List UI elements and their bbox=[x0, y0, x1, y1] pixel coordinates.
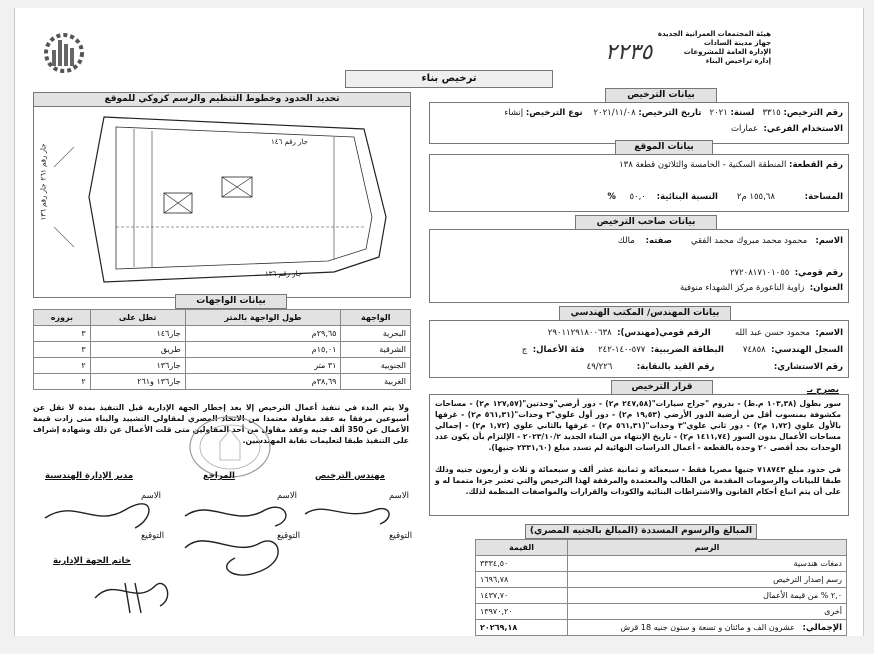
authority-line: إدارة تراخيص البناء bbox=[705, 57, 771, 65]
sig-sign-label: التوقيع bbox=[277, 531, 301, 541]
owner-id-label: رقم قومي: bbox=[794, 268, 843, 278]
handwritten-number: ٢٢٣٥ bbox=[605, 40, 653, 65]
authority-block bbox=[658, 30, 771, 66]
engineer-row-3 bbox=[587, 362, 843, 372]
license-type: إنشاء bbox=[504, 108, 524, 118]
engineer-cat-label: فئة الأعمال: bbox=[532, 345, 585, 355]
table-row bbox=[34, 374, 411, 390]
table-row bbox=[476, 604, 847, 620]
fees-header-row bbox=[476, 540, 847, 556]
sig-name-label: الاسم bbox=[141, 491, 161, 501]
license-date-label: تاريخ الترخيص: bbox=[638, 108, 702, 118]
license-year-label: لسنة: bbox=[730, 108, 755, 118]
sig-name-label: الاسم bbox=[389, 491, 409, 501]
owner-id: ٢٧٢٠٨١٧١٠١٠٥٥ bbox=[729, 268, 790, 278]
execution-notice: ولا يتم البدء في تنفيذ أعمال الترخيص إلا بعد إخطار الجهة الإدارية قبل التنفيذ بمدة لا تقل عن أسبوعين مرفقا به عقد مقاولة معتمدا من الاتحاد المصري لمقاولي التشييد والبناء متى زادت قيمة الأعمال عن 350 ألف جنيه وعقد مقاول من أحد المقاولين متى قلت الأعمال عن ذلك وشهادة إشراف على التنفيذ طبقا لتعليمات نقابة المهندسين. bbox=[33, 403, 409, 445]
engineer-tax: ٥٧٧-١٤٠-٢٤٢ bbox=[598, 345, 646, 355]
drawing-title: تحديد الحدود وخطوط التنظيم والرسم كروكي للموقع bbox=[33, 92, 411, 107]
engineer-name: محمود حسن عبد الله bbox=[734, 328, 810, 338]
site-ratio: ٥٠,٠ bbox=[629, 192, 646, 202]
authority-logo-icon bbox=[41, 30, 87, 76]
owner-name: محمود محمد مبروك محمد الفقي bbox=[690, 236, 808, 246]
handwritten-signatures bbox=[35, 488, 415, 618]
facades-col-faces: تطل على bbox=[90, 310, 185, 326]
facade-length: ٣١ متر bbox=[185, 358, 341, 374]
engineer-cons-label: رقم الاستشاري: bbox=[773, 362, 843, 372]
facade-projection: ٢ bbox=[34, 374, 91, 390]
owner-name-label: الاسم: bbox=[815, 236, 843, 246]
facade-faces: طريق bbox=[90, 342, 185, 358]
side-label-right-b: جار رقم ٢٦١ bbox=[39, 143, 48, 181]
fee-item: رسم إصدار الترخيص bbox=[568, 572, 847, 588]
table-row bbox=[34, 326, 411, 342]
owner-row-1 bbox=[618, 236, 843, 246]
license-number: ٣٣١٥ bbox=[762, 108, 781, 118]
fees-total-cell bbox=[568, 620, 847, 636]
fee-item: أخرى bbox=[568, 604, 847, 620]
decision-text: سور بطول (١٠٣,٣٨ م.ط) - بدروم "جراج سيارات"(٢٤٧,٥٨ م٢) - دور أرضي"وحدتين"(١٢٧,٥٧ م٢) - مساحات مكشوفة بمنسوب أقل من أرضية الدور الأرضي (١٩,٥٣ م٢) - دور أول علوي"٣ وحدات"(٥٦١,٣١ م٢) - غرفها بالأول علوي (١,٧٢ م٢) - دور ثاني علوي"٣ وحدات"(٥٦١,٣١ م٢) - غرفها بالثاني علوي (١,٧٢ م٢) - إجمالي مساحات الأعمال بدون السور (١٤١١,٧٤ م٢) - تاريخ الإنتهاء من البناء الجديد ٢٠٢٣/١٠/٢ - الإلتزام بأن يكون عدد الوحدات بحد أقصى ٢٠ وحدة بالقطعة - أعمال الدراسات النهائية لم تسدد مبلغ (٢٣٣١,٦٠ جنيها). bbox=[435, 399, 842, 452]
fee-value: ١٣٩٧٠,٢٠ bbox=[476, 604, 568, 620]
license-section-title: بيانات الترخيص bbox=[605, 88, 717, 103]
fee-value: ٣٣٣٤,٥٠ bbox=[476, 556, 568, 572]
site-area-label: المساحة: bbox=[804, 192, 843, 202]
decision-amount-text: في حدود مبلغ ٧١٨٧٤٣ جنيها مصريا فقط - سبعمائة و ثمانية عشر ألف و سبعمائة و ثلاث و أربعون جنيه وذلك طبقا للبيانات والرسومات المقدمة من الطالب والمعتمدة والمرفقة لهذا الترخيص والتي تعتبر جزءا متمما له و على أن يتم اتباع أحكام القانون والاشتراطات البنائية والكودات والقرارات والمواصفات المنظمة لذلك. bbox=[435, 465, 841, 496]
facade-length: ٣٨,٦٩م bbox=[185, 374, 341, 390]
sig-engineer-title: مهندس الترخيص bbox=[315, 471, 385, 481]
engineer-row-2 bbox=[522, 345, 843, 355]
table-row bbox=[476, 588, 847, 604]
authority-line: جهاز مدينة السادات bbox=[703, 39, 771, 47]
sig-sign-label: التوقيع bbox=[389, 531, 413, 541]
site-section-title: بيانات الموقع bbox=[615, 140, 713, 155]
site-drawing-frame bbox=[33, 106, 411, 298]
facade-length: ٢٩,٦٥م bbox=[185, 326, 341, 342]
facades-table bbox=[33, 309, 411, 390]
license-subuse-label: الاستخدام الفرعي: bbox=[763, 124, 843, 134]
stamp-label: خاتم الجهة الإدارية bbox=[53, 556, 131, 566]
site-ratio-unit: % bbox=[607, 192, 616, 202]
owner-address-label: العنوان: bbox=[809, 283, 843, 293]
sig-name-label: الاسم bbox=[277, 491, 297, 501]
street-label-top: جار رقم ١٤٦ bbox=[271, 138, 308, 146]
table-row bbox=[476, 556, 847, 572]
license-date: ٢٠٢١/١١/٠٨ bbox=[593, 108, 636, 118]
facade-faces: جار١٣٦ و٢٦١ bbox=[90, 374, 185, 390]
site-plot-label: رقم القطعة: bbox=[789, 160, 843, 170]
fees-total-row bbox=[476, 620, 847, 636]
decision-section-title: قرار الترخيص bbox=[611, 380, 713, 395]
street-label-bottom: جار رقم ١٣٦ bbox=[265, 270, 302, 278]
facade-side: البحرية bbox=[341, 326, 411, 342]
site-area: ١٥٥,٦٨ م٢ bbox=[736, 192, 775, 202]
facades-col-projection: بروزه bbox=[34, 310, 91, 326]
license-row-1 bbox=[504, 108, 843, 118]
license-type-label: نوع الترخيص: bbox=[525, 108, 583, 118]
license-subuse: عمارات bbox=[731, 124, 759, 134]
table-row bbox=[34, 358, 411, 374]
facade-projection: ٢ bbox=[34, 358, 91, 374]
fee-value: ١٤٣٧,٧٠ bbox=[476, 588, 568, 604]
sig-sign-label: التوقيع bbox=[141, 531, 165, 541]
owner-role-label: صفته: bbox=[645, 236, 672, 246]
doc-title: ترخيص بناء bbox=[421, 73, 477, 84]
facades-header-row bbox=[34, 310, 411, 326]
sig-dept-manager-title: مدير الإدارة الهندسية bbox=[45, 471, 134, 481]
fees-total-value: ٢٠٢٦٩,١٨ bbox=[476, 620, 568, 636]
owner-row-3 bbox=[680, 283, 843, 293]
engineer-reg-label: السجل الهندسي: bbox=[771, 345, 843, 355]
owner-role: مالك bbox=[617, 236, 635, 246]
fees-total-label: الإجمالي: bbox=[802, 622, 842, 633]
side-label-right-a: جار رقم ١٣٦ bbox=[39, 183, 48, 221]
facade-length: ١٥,٠١م bbox=[185, 342, 341, 358]
engineer-name-label: الاسم: bbox=[815, 328, 843, 338]
license-row-2 bbox=[731, 124, 843, 134]
engineer-nid-label: الرقم قومي(مهندس): bbox=[617, 328, 711, 338]
facade-faces: جار١٤٦ bbox=[90, 326, 185, 342]
facade-faces: جار١٣٦ bbox=[90, 358, 185, 374]
license-year: ٢٠٢١ bbox=[709, 108, 728, 118]
engineer-reg2-label: رقم القيد بالنقابة: bbox=[636, 362, 715, 372]
engineer-nid: ٢٩٠١١٢٩١٨٠٠٦٣٨ bbox=[547, 328, 612, 338]
facade-side: الجنوبية bbox=[341, 358, 411, 374]
fees-section-title: المبالغ والرسوم المسددة (المبالغ بالجنيه المصري) bbox=[525, 524, 757, 539]
facades-title: بيانات الواجهات bbox=[175, 294, 287, 309]
site-sketch bbox=[34, 107, 410, 297]
license-number-label: رقم الترخيص: bbox=[783, 108, 843, 118]
fees-table bbox=[475, 539, 847, 636]
sig-reviewer-title: المراجع bbox=[203, 471, 235, 481]
table-row bbox=[476, 572, 847, 588]
title-band bbox=[345, 70, 553, 88]
engineer-row-1 bbox=[548, 328, 843, 338]
fees-col-value: القيمة bbox=[476, 540, 568, 556]
facades-col-side: الواجهة bbox=[341, 310, 411, 326]
site-ratio-label: النسبة البنائية: bbox=[656, 192, 718, 202]
fees-total-words: عشرون الف و مائتان و تسعة و ستون جنيه 18 قرش bbox=[620, 622, 795, 632]
facades-col-length: طول الواجهة بالمتر bbox=[185, 310, 341, 326]
owner-address: زاوية الناعورة مركز الشهداء منوفية bbox=[679, 283, 805, 293]
engineer-reg: ٧٤٨٥٨ bbox=[742, 345, 766, 355]
engineer-cat: ج bbox=[521, 345, 528, 355]
engineer-section-title: بيانات المهندس/ المكتب الهندسي bbox=[559, 306, 731, 321]
site-plot: المنطقة السكنية - الخامسة والثلاثون قطعة ١٣٨ bbox=[619, 160, 787, 170]
engineer-tax-label: البطاقة الضريبية: bbox=[650, 345, 724, 355]
fee-item: دمغات هندسية bbox=[568, 556, 847, 572]
fee-item: ٢,٠ % من قيمة الأعمال bbox=[568, 588, 847, 604]
owner-section-title: بيانات صاحب الترخيص bbox=[575, 215, 717, 230]
authority-line: هيئة المجتمعات العمرانية الجديدة bbox=[657, 30, 771, 38]
engineer-reg2: ٤٩/٢٢٦ bbox=[586, 362, 613, 372]
decision-intro: يصرح بـ bbox=[806, 385, 839, 395]
site-row-1 bbox=[619, 160, 843, 170]
fee-value: ١٦٩٦,٧٨ bbox=[476, 572, 568, 588]
table-row bbox=[34, 342, 411, 358]
facade-side: الغربية bbox=[341, 374, 411, 390]
owner-row-2 bbox=[730, 268, 843, 278]
facade-side: الشرقية bbox=[341, 342, 411, 358]
site-row-2 bbox=[607, 192, 843, 202]
license-document bbox=[14, 8, 864, 636]
fees-col-item: الرسم bbox=[568, 540, 847, 556]
authority-line: الإدارة العامة للمشروعات bbox=[683, 48, 771, 56]
facade-projection: ٣ bbox=[34, 342, 91, 358]
facade-projection: ٣ bbox=[34, 326, 91, 342]
